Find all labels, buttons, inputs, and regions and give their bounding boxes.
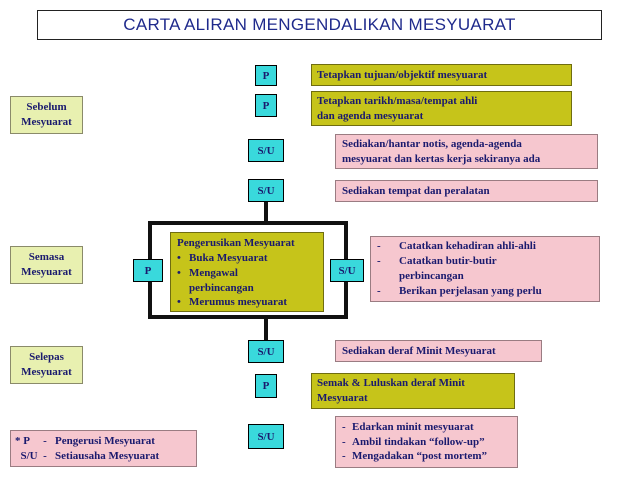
stage-during: Semasa Mesyuarat [10, 246, 83, 284]
role-node-secretary-right: S/U [330, 259, 364, 282]
role-node-chair-1: P [255, 65, 277, 86]
center-chair-box [170, 232, 324, 312]
list-item: • Buka Mesyuarat [177, 251, 268, 264]
task-prepare-venue: Sediakan tempat dan peralatan [335, 180, 598, 202]
stage-after: Selepas Mesyuarat [10, 346, 83, 384]
role-node-secretary-3: S/U [248, 340, 284, 363]
during-secretary-tasks [370, 236, 600, 302]
flow-line-lower [264, 315, 268, 343]
role-node-chair-left: P [133, 259, 163, 282]
stage-before: Sebelum Mesyuarat [10, 96, 83, 134]
loop-bottom-line [148, 315, 348, 319]
list-item-continuation: perbincangan [399, 270, 464, 282]
list-item: - Catatkan butir-butir [377, 255, 497, 268]
list-item: • Mengawal [177, 266, 238, 279]
list-item: - Edarkan minit mesyuarat [342, 420, 474, 433]
loop-top-line [148, 221, 348, 225]
legend-box [10, 430, 197, 467]
list-item: - Catatkan kehadiran ahli-ahli [377, 240, 536, 253]
list-item-continuation: perbincangan [189, 281, 254, 294]
task-draft-minutes: Sediakan deraf Minit Mesyuarat [335, 340, 542, 362]
role-node-secretary-1: S/U [248, 139, 284, 162]
role-node-chair-3: P [255, 374, 277, 398]
chart-title: CARTA ALIRAN MENGENDALIKAN MESYUARAT [37, 10, 602, 40]
task-send-notice: Sediakan/hantar notis, agenda-agenda mesyuarat dan kertas kerja sekiranya ada [335, 134, 598, 169]
role-node-secretary-4: S/U [248, 424, 284, 449]
task-set-objective: Tetapkan tujuan/objektif mesyuarat [311, 64, 572, 86]
center-box-heading: Pengerusikan Mesyuarat [177, 237, 295, 249]
legend-line-secretary: S/U - Setiausaha Mesyuarat [15, 449, 160, 462]
list-item: - Ambil tindakan “follow-up” [342, 435, 485, 448]
list-item: - Mengadakan “post mortem” [342, 450, 488, 463]
task-approve-draft-minutes: Semak & Luluskan deraf Minit Mesyuarat [311, 373, 515, 409]
role-node-secretary-2: S/U [248, 179, 284, 202]
legend-line-chair: * P - Pengerusi Mesyuarat [15, 434, 155, 447]
role-node-chair-2: P [255, 94, 277, 117]
task-set-date-venue: Tetapkan tarikh/masa/tempat ahli dan agenda mesyuarat [311, 91, 572, 126]
list-item: - Berikan perjelasan yang perlu [377, 284, 542, 297]
list-item: • Merumus mesyuarat [177, 296, 288, 309]
after-secretary-tasks [335, 416, 518, 468]
